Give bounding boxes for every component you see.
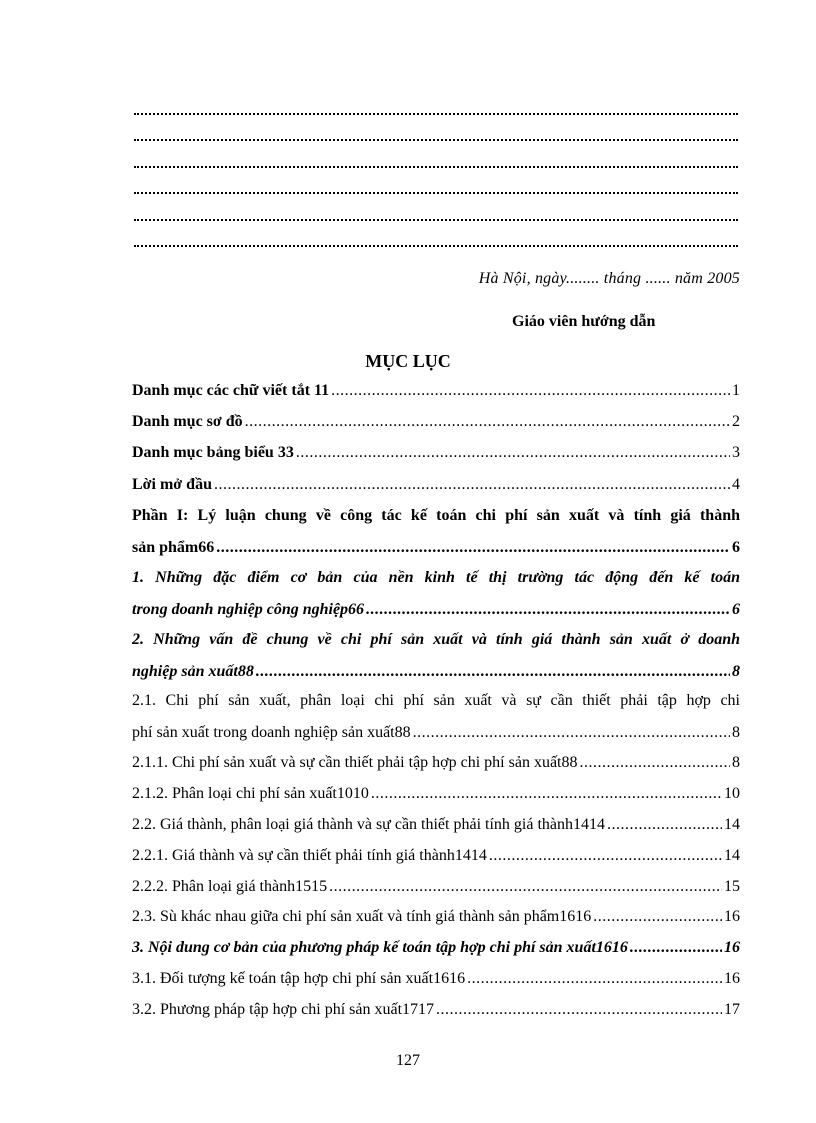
page-number: 127 bbox=[396, 1052, 420, 1069]
blank-comment-line bbox=[134, 219, 738, 221]
toc-entry: 3.2. Phương pháp tập hợp chi phí sản xuất1717 ..... 17 bbox=[132, 1000, 740, 1020]
toc-entry: 2.2.2. Phân loại giá thành1515 ..... 15 bbox=[132, 877, 740, 897]
toc-entry: 2.1.1. Chi phí sản xuất và sự cần thiết phải tập hợp chi phí sản xuất88 ..... 8 bbox=[132, 753, 740, 773]
toc-entry: 1. Những đặc điểm cơ bản của nền kinh tế thị trường tác động đến kế toán trong doanh nghiệp công nghiệp66 ..... 6 bbox=[132, 568, 740, 620]
toc-title: MỤC LỤC bbox=[365, 351, 451, 371]
toc-entry: 2.3. Sù khác nhau giữa chi phí sản xuất và tính giá thành sản phẩm1616 ..... 16 bbox=[132, 907, 740, 927]
toc-entry: 3. Nội dung cơ bản của phương pháp kế toán tập hợp chi phí sản xuất1616 ..... 16 bbox=[132, 938, 740, 958]
toc-entry: 2.2. Giá thành, phân loại giá thành và sự cần thiết phải tính giá thành1414 ..... 14 bbox=[132, 815, 740, 835]
toc-entry: Danh mục các chữ viết tắt 11 ..... 1 bbox=[132, 381, 740, 401]
toc-entry: Danh mục sơ đồ ..... 2 bbox=[132, 412, 740, 432]
toc-entry: 2.2.1. Giá thành và sự cần thiết phải tính giá thành1414 ..... 14 bbox=[132, 846, 740, 866]
blank-comment-line bbox=[134, 192, 738, 194]
toc-entry: Lời mở đầu ..... 4 bbox=[132, 475, 740, 495]
blank-comment-line bbox=[134, 113, 738, 115]
toc-entry: Danh mục bảng biểu 33 ..... 3 bbox=[132, 443, 740, 463]
blank-comment-line bbox=[134, 166, 738, 168]
toc-entry: 2.1.2. Phân loại chi phí sản xuất1010 ..... 10 bbox=[132, 784, 740, 804]
signer-title: Giáo viên hướng dẫn bbox=[512, 313, 656, 330]
blank-comment-line bbox=[134, 139, 738, 141]
toc-entry: 3.1. Đối tượng kế toán tập hợp chi phí sản xuất1616 ..... 16 bbox=[132, 969, 740, 989]
blank-comment-line bbox=[134, 245, 738, 247]
toc-entry: 2.1. Chi phí sản xuất, phân loại chi phí sản xuất và sự cần thiết phải tập hợp chi phí sản xuất trong doanh nghiệp sản xuất88 ..... 8 bbox=[132, 691, 740, 743]
date-line: Hà Nội, ngày........ tháng ...... năm 2005 bbox=[478, 270, 740, 287]
toc-entry: Phần I: Lý luận chung về công tác kế toán chi phí sản xuất và tính giá thành sản phẩm66 ..... 6 bbox=[132, 506, 740, 558]
toc-entry: 2. Những vấn đề chung về chi phí sản xuất và tính giá thành sản xuất ở doanh nghiệp sản xuất88 ..... 8 bbox=[132, 630, 740, 682]
